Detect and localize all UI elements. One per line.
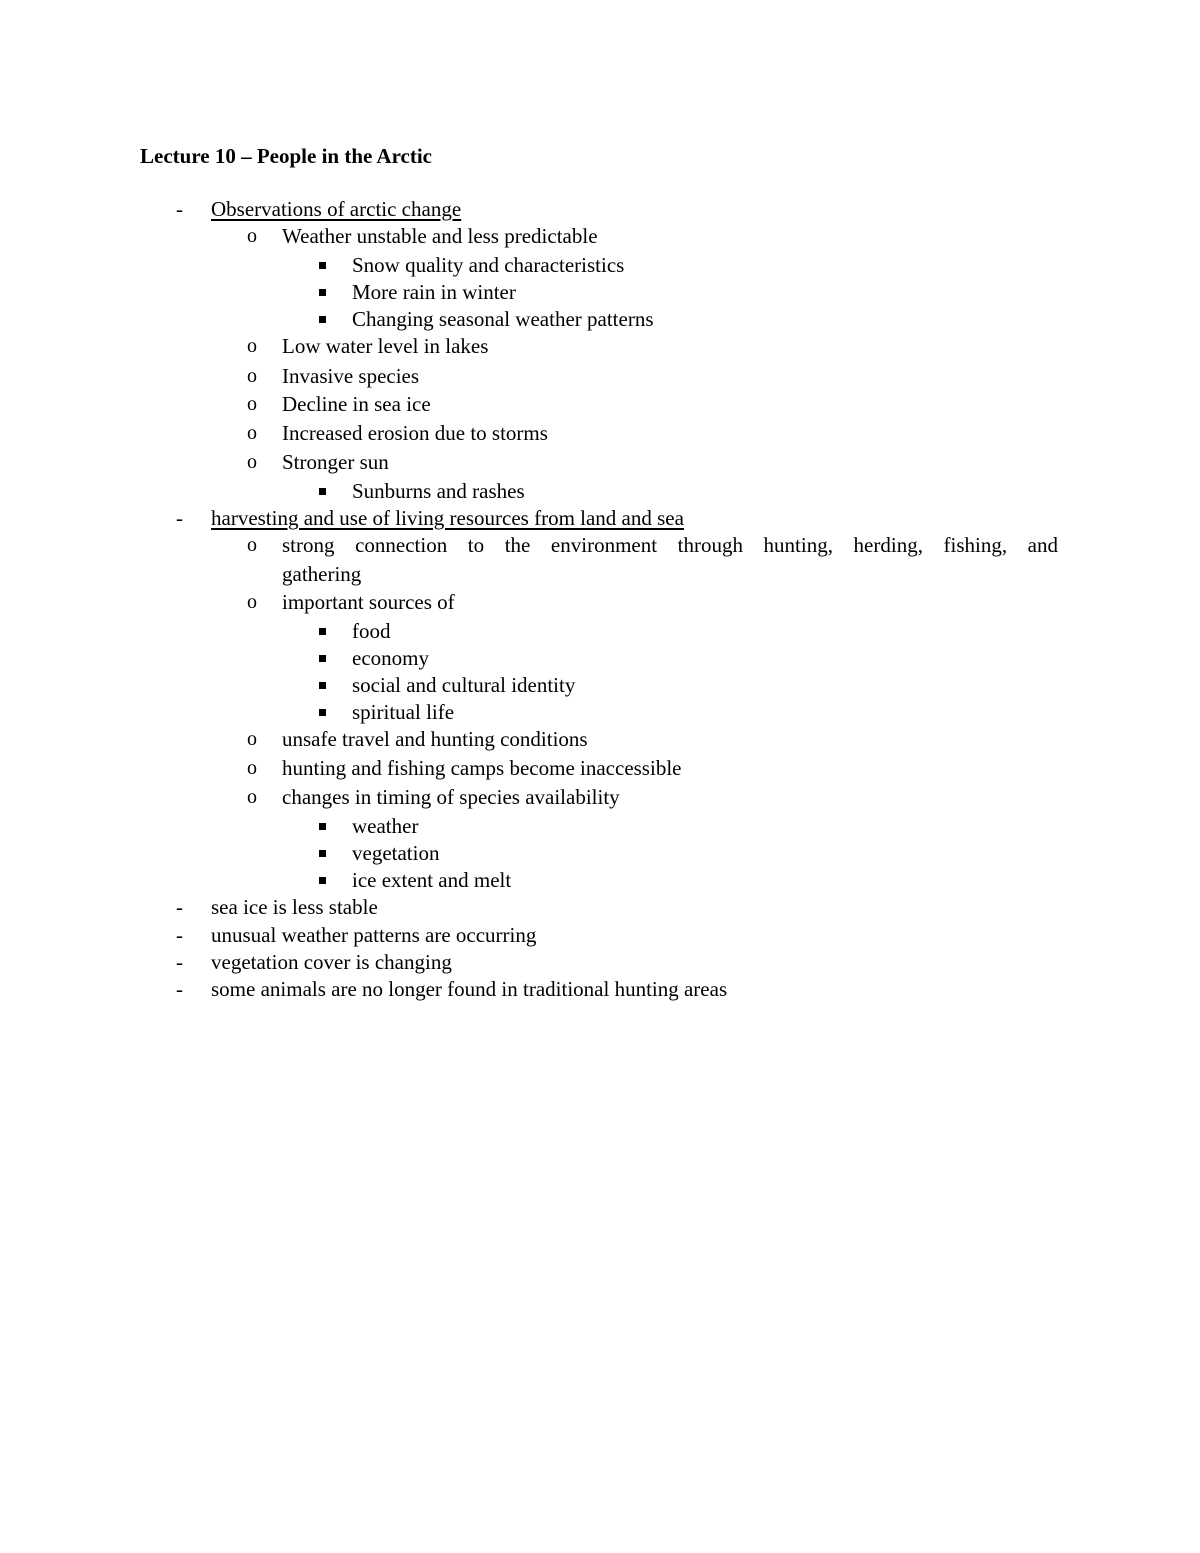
dash-bullet: -: [176, 895, 183, 919]
square-bullet-icon: [319, 655, 326, 662]
list-item: Invasive species: [282, 364, 420, 388]
list-item-line: gathering: [282, 562, 362, 586]
list-item: food: [352, 619, 391, 643]
list-item: spiritual life: [352, 700, 455, 724]
circle-bullet: o: [247, 335, 257, 357]
circle-bullet: o: [247, 451, 257, 473]
list-item: economy: [352, 646, 429, 670]
circle-bullet: o: [247, 393, 257, 415]
square-bullet-icon: [319, 488, 326, 495]
list-item: some animals are no longer found in traditional hunting areas: [211, 977, 728, 1001]
list-item: unusual weather patterns are occurring: [211, 923, 537, 947]
circle-bullet: o: [247, 591, 257, 613]
list-item: social and cultural identity: [352, 673, 576, 697]
list-item: Snow quality and characteristics: [352, 253, 625, 277]
list-item-line: strong connection to the environment through hunting, herding, fishing, and: [282, 533, 1058, 557]
dash-bullet: -: [176, 977, 183, 1001]
list-item: Increased erosion due to storms: [282, 421, 548, 445]
list-item: More rain in winter: [352, 280, 516, 304]
circle-bullet: o: [247, 365, 257, 387]
dash-bullet: -: [176, 923, 183, 947]
section-heading-observations: Observations of arctic change: [211, 197, 462, 221]
list-item: weather: [352, 814, 419, 838]
circle-bullet: o: [247, 225, 257, 247]
square-bullet-icon: [319, 823, 326, 830]
square-bullet-icon: [319, 289, 326, 296]
square-bullet-icon: [319, 709, 326, 716]
dash-bullet: -: [176, 197, 183, 221]
square-bullet-icon: [319, 262, 326, 269]
list-item: important sources of: [282, 590, 455, 614]
list-item: Changing seasonal weather patterns: [352, 307, 654, 331]
list-item: Low water level in lakes: [282, 334, 489, 358]
dash-bullet: -: [176, 950, 183, 974]
square-bullet-icon: [319, 628, 326, 635]
list-item: Decline in sea ice: [282, 392, 431, 416]
list-item: vegetation: [352, 841, 440, 865]
dash-bullet: -: [176, 506, 183, 530]
list-item: vegetation cover is changing: [211, 950, 452, 974]
list-item: hunting and fishing camps become inaccessible: [282, 756, 682, 780]
list-item: Weather unstable and less predictable: [282, 224, 598, 248]
circle-bullet: o: [247, 728, 257, 750]
square-bullet-icon: [319, 316, 326, 323]
list-item: ice extent and melt: [352, 868, 512, 892]
section-heading-harvesting: harvesting and use of living resources from land and sea: [211, 506, 684, 530]
circle-bullet: o: [247, 534, 257, 556]
list-item: unsafe travel and hunting conditions: [282, 727, 588, 751]
list-item: Sunburns and rashes: [352, 479, 525, 503]
list-item: changes in timing of species availability: [282, 785, 620, 809]
square-bullet-icon: [319, 850, 326, 857]
list-item: sea ice is less stable: [211, 895, 378, 919]
circle-bullet: o: [247, 757, 257, 779]
square-bullet-icon: [319, 682, 326, 689]
square-bullet-icon: [319, 877, 326, 884]
circle-bullet: o: [247, 422, 257, 444]
circle-bullet: o: [247, 786, 257, 808]
list-item: Stronger sun: [282, 450, 389, 474]
page-title: Lecture 10 – People in the Arctic: [140, 144, 432, 168]
